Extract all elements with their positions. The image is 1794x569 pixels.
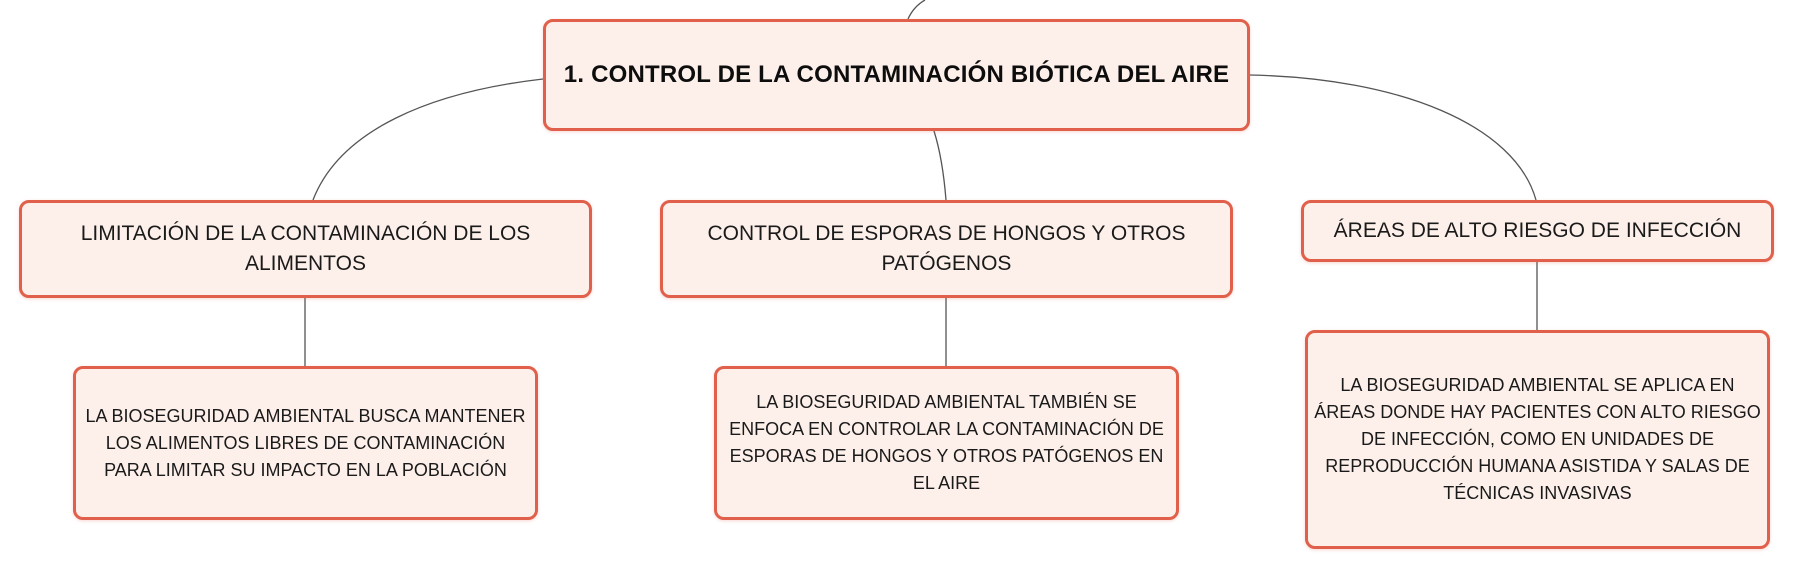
root-topic-node[interactable] — [543, 19, 1250, 131]
leaf-node-high-risk-areas-detail[interactable] — [1305, 330, 1770, 549]
leaf-text: LA BIOSEGURIDAD AMBIENTAL BUSCA MANTENER LOS ALIMENTOS LIBRES DE CONTAMINACIÓN PARA LIMITAR SU IMPACTO EN LA POBLACIÓN — [85, 405, 526, 480]
connector-root-branch-3 — [1250, 75, 1536, 200]
leaf-node-food-contamination-detail[interactable] — [73, 366, 538, 520]
branch-label: ÁREAS DE ALTO RIESGO DE INFECCIÓN — [1333, 219, 1742, 242]
branch-label: LIMITACIÓN DE LA CONTAMINACIÓN DE LOS ALIMENTOS — [80, 222, 531, 275]
connector-root-branch-1 — [313, 79, 543, 200]
root-topic-label: 1. CONTROL DE LA CONTAMINACIÓN BIÓTICA DEL AIRE — [563, 61, 1230, 88]
connector-to-parent — [908, 0, 925, 19]
branch-label: CONTROL DE ESPORAS DE HONGOS Y OTROS PATÓGENOS — [707, 222, 1186, 275]
branch-node-spore-control[interactable] — [660, 200, 1233, 298]
leaf-text: LA BIOSEGURIDAD AMBIENTAL SE APLICA EN ÁREAS DONDE HAY PACIENTES CON ALTO RIESGO DE INFECCIÓN, COMO EN UNIDADES DE REPRODUCCIÓN HUMANA ASISTIDA Y SALAS DE TÉCNICAS INVASIVAS — [1314, 375, 1761, 503]
connector-root-branch-2 — [934, 131, 946, 200]
leaf-node-spore-control-detail[interactable] — [714, 366, 1179, 520]
branch-node-food-contamination[interactable] — [19, 200, 592, 298]
branch-node-high-risk-areas[interactable] — [1301, 200, 1774, 262]
leaf-text: LA BIOSEGURIDAD AMBIENTAL TAMBIÉN SE ENFOCA EN CONTROLAR LA CONTAMINACIÓN DE ESPORAS DE HONGOS Y OTROS PATÓGENOS EN EL AIRE — [729, 392, 1164, 493]
